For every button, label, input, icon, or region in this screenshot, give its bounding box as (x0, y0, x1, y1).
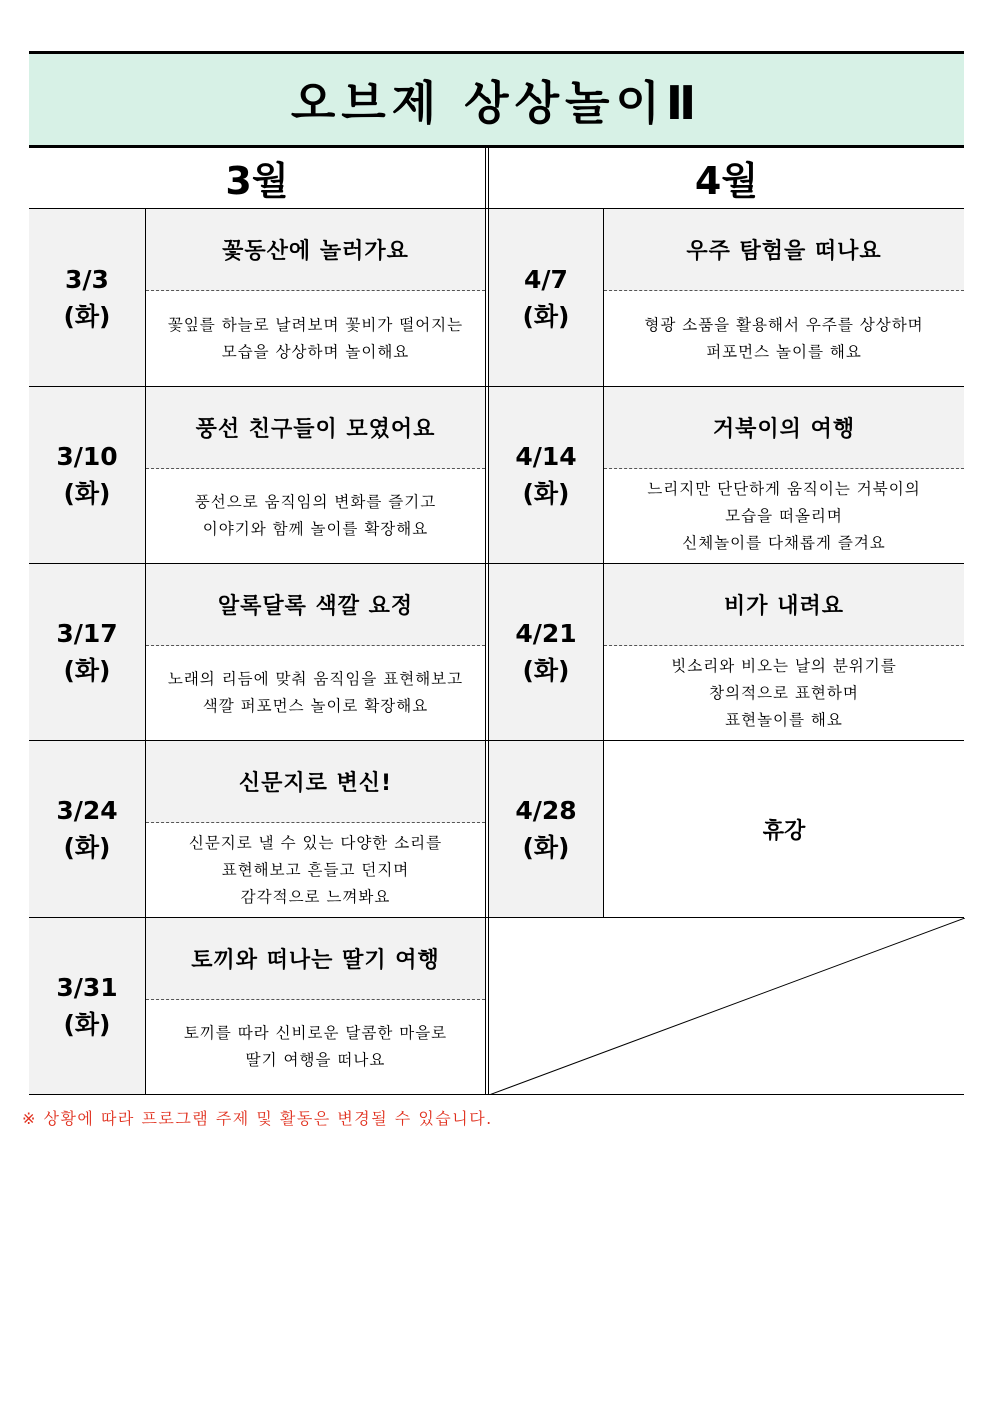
description-line: 표현놀이를 해요 (725, 710, 843, 729)
session-date: 3/10 (56, 442, 118, 471)
session-description (146, 291, 485, 386)
session-description (604, 469, 964, 563)
session-date: 3/3 (65, 264, 109, 294)
session-topic: 우주 탐험을 떠나요 (604, 209, 964, 291)
session-topic: 꽃동산에 놀러가요 (146, 209, 485, 291)
session-date: 3/31 (56, 973, 118, 1002)
session-topic: 풍선 친구들이 모였어요 (146, 387, 485, 469)
session-date: 4/21 (515, 619, 577, 648)
session-topic: 거북이의 여행 (604, 387, 964, 469)
session-day: (화) (63, 301, 111, 331)
session-day: (화) (522, 656, 570, 685)
change-notice: ※ 상황에 따라 프로그램 주제 및 활동은 변경될 수 있습니다. (22, 1109, 493, 1128)
session-date-cell (29, 564, 145, 740)
session-day: (화) (522, 301, 570, 331)
session-day: (화) (63, 833, 111, 862)
session-description (146, 823, 485, 917)
description-line: 노래의 리듬에 맞춰 움직임을 표현해보고 (167, 670, 464, 688)
session-topic: 알록달록 색깔 요정 (146, 564, 485, 646)
title-banner (29, 51, 964, 148)
description-line: 모습을 상상하며 놀이해요 (221, 342, 410, 361)
session-day: (화) (63, 1010, 111, 1039)
description-line: 퍼포먼스 놀이를 해요 (706, 342, 862, 361)
session-date: 3/17 (56, 619, 118, 648)
diagonal-line (489, 918, 965, 1095)
description-line: 딸기 여행을 떠나요 (245, 1051, 386, 1069)
description-line: 신문지로 낼 수 있는 다양한 소리를 (188, 833, 443, 852)
session-date-cell (29, 209, 145, 386)
description-line: 표현해보고 흔들고 던지며 (221, 860, 410, 879)
session-date-cell (29, 918, 145, 1094)
description-line: 꽃잎를 하늘로 날려보며 꽃비가 떨어지는 (167, 315, 464, 334)
session-topic: 신문지로 변신! (146, 741, 485, 823)
description-line: 빗소리와 비오는 날의 분위기를 (671, 656, 897, 675)
column-divider (485, 146, 486, 1095)
description-line: 색깔 퍼포먼스 놀이로 확장해요 (202, 697, 429, 715)
holiday-label: 휴강 (762, 818, 806, 844)
session-date: 3/24 (56, 796, 118, 825)
session-description (604, 646, 964, 740)
description-line: 형광 소품을 활용해서 우주를 상상하며 (644, 315, 924, 334)
session-topic: 비가 내려요 (604, 564, 964, 646)
description-line: 모습을 떠올리며 (725, 506, 843, 525)
session-date-cell (489, 209, 603, 386)
session-day: (화) (522, 479, 570, 508)
page-title: 오브제 상상놀이Ⅱ (290, 75, 703, 130)
empty-cell-diagonal (489, 918, 965, 1095)
session-date: 4/14 (515, 442, 577, 471)
description-line: 이야기와 함께 놀이를 확장해요 (202, 520, 429, 538)
session-description (146, 469, 485, 563)
session-date: 4/7 (524, 264, 568, 294)
session-description (146, 646, 485, 740)
session-date-cell (29, 741, 145, 917)
session-topic: 토끼와 떠나는 딸기 여행 (146, 918, 485, 1000)
month-header-march: 3월 (225, 159, 289, 203)
session-date-cell (489, 564, 603, 740)
session-description (604, 291, 964, 386)
session-date: 4/28 (515, 796, 577, 825)
description-line: 창의적으로 표현하며 (709, 683, 859, 702)
description-line: 풍선으로 움직임의 변화를 즐기고 (194, 493, 437, 511)
session-date-cell (29, 387, 145, 563)
session-description (146, 1000, 485, 1094)
description-line: 토끼를 따라 신비로운 달콤한 마을로 (183, 1024, 448, 1042)
session-day: (화) (522, 833, 570, 862)
session-day: (화) (63, 656, 111, 685)
session-date-cell (489, 387, 603, 563)
description-line: 감각적으로 느껴봐요 (240, 887, 391, 906)
session-date-cell (489, 741, 603, 917)
description-line: 느리지만 단단하게 움직이는 거북이의 (647, 479, 921, 498)
description-line: 신체놀이를 다채롭게 즐겨요 (682, 533, 886, 552)
session-day: (화) (63, 479, 111, 508)
month-header-april: 4월 (694, 159, 759, 203)
